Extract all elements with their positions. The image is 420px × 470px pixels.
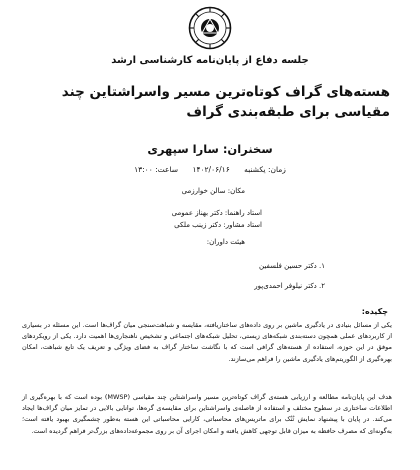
thesis-title: هسته‌های گراف کوتاه‌ترین مسیر واسراشتاین چند مقیاسی برای طبقه‌بندی گراف <box>61 84 390 120</box>
university-seal-logo <box>188 6 232 50</box>
date-label: زمان: یکشنبه <box>244 165 286 174</box>
date-value: ۱۴۰۲/۰۶/۱۶ <box>192 165 230 174</box>
consultant: استاد مشاور: دکتر زینب ملکی <box>174 221 262 229</box>
venue: مکان: سالن خوارزمی <box>181 187 245 195</box>
abstract-heading: چکیده: <box>361 307 388 316</box>
time-value: ساعت: ۱۳:۰۰ <box>134 165 179 174</box>
schedule-row <box>0 165 420 174</box>
committee-member: ۲. دکتر نیلوفر احمدی‌پور <box>254 282 325 290</box>
committee-member: ۱. دکتر حسین فلسفین <box>259 262 325 270</box>
speaker-name: سخنران: سارا سپهری <box>147 142 273 156</box>
committee-heading: هیئت داوران: <box>206 238 245 246</box>
abstract-paragraph: یکی از مسائل بنیادی در یادگیری ماشین بر روی داده‌های ساختاریافته، مقایسه و شباهت‌سنجی میان گراف‌ها است. این مسئله در بسیاری از کاربردهای عملی همچون دسته‌بندی شبکه‌های زیستی، تحلیل شبکه‌های اجتماعی و تشخیص ناهنجاری‌ها اهمیت دارد. یکی از رویکردهای موفق در این حوزه، استفاده از هسته‌های گرافی است که با نگاشت ساختار گراف به فضای ویژگی و تعریف یک تابع شباهت، امکان بهره‌گیری از الگوریتم‌های یادگیری ماشین را فراهم می‌سازند. <box>22 321 392 363</box>
advisor: استاد راهنما: دکتر بهناز عمومی <box>171 209 262 217</box>
defense-subtitle: جلسه دفاع از پایان‌نامه کارشناسی ارشد <box>111 55 309 66</box>
abstract-paragraph: هدف این پایان‌نامه مطالعه و ارزیابی هسته‌ی گراف کوتاه‌ترین مسیر واسراشتاین چند مقیاسی (MWSP) بوده است که با بهره‌گیری از اطلاعات ساختاری در سطوح مختلف و استفاده از فاصله‌ی واسراشتاین برای مقایسه‌ی گره‌ها، توانایی بالایی در تمایز میان گراف‌ها ایجاد می‌کند. در پایان با پیشنهاد نمایش تُنُک برای ماتریس‌های محاسباتی، کارایی محاسباتی این هسته به‌طور چشمگیری بهبود یافته است؛ به‌گونه‌ای که مصرف حافظه به میزان قابل توجهی کاهش یافته و امکان اجرای آن بر روی مجموعه‌داده‌های بزرگ‌تر فراهم گردیده است. <box>22 393 392 435</box>
